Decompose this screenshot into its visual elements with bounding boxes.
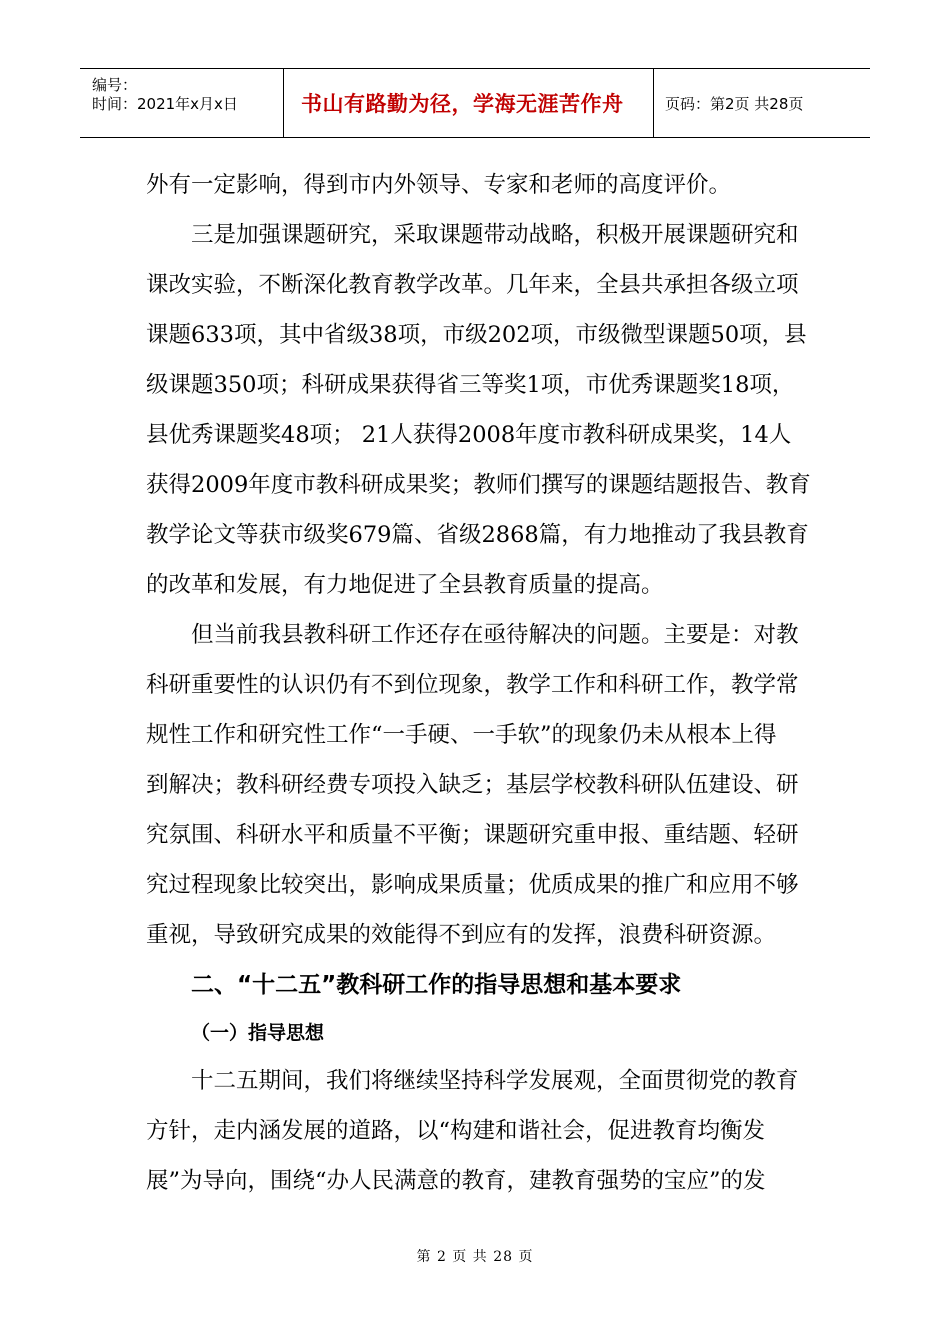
paragraph-line: 方针，走内涵发展的道路，以“构建和谐社会，促进教育均衡发 [146,1118,766,1144]
paragraph-line: 课题633项，其中省级38项，市级202项，市级微型课题50项，县 [146,322,807,348]
paragraph-line: 外有一定影响，得到市内外领导、专家和老师的高度评价。 [146,172,732,198]
paragraph-line: 重视，导致研究成果的效能得不到应有的发挥，浪费科研资源。 [146,922,777,948]
subsection-heading: （一）指导思想 [191,1022,325,1044]
header-meta-cell [80,69,284,137]
paragraph-line: 课改实验，不断深化教育教学改革。几年来，全县共承担各级立项 [146,272,799,298]
header-page-info: 页码：第2页 共28页 [665,94,804,113]
paragraph-line: 科研重要性的认识仍有不到位现象，教学工作和科研工作，教学常 [146,672,799,698]
paragraph-line: 级课题350项；科研成果获得省三等奖1项，市优秀课题奖18项， [146,372,795,398]
page-footer: 第 2 页 共 28 页 [416,1249,534,1265]
paragraph-line: 展”为导向，围绕“办人民满意的教育，建教育强势的宝应”的发 [146,1168,766,1194]
document-body [146,160,811,1206]
paragraph-line: 十二五期间，我们将继续坚持科学发展观，全面贯彻党的教育 [191,1068,799,1094]
page-header [80,68,870,138]
paragraph-line: 究氛围、科研水平和质量不平衡；课题研究重申报、重结题、轻研 [146,822,799,848]
paragraph-line: 三是加强课题研究，采取课题带动战略，积极开展课题研究和 [191,222,799,248]
paragraph-line: 县优秀课题奖48项； 21人获得2008年度市教科研成果奖，14人 [146,422,792,448]
paragraph-line: 到解决；教科研经费专项投入缺乏；基层学校教科研队伍建设、研 [146,772,799,798]
number-label: 编号： [92,76,138,94]
paragraph-line: 规性工作和研究性工作“一手硬、一手软”的现象仍未从根本上得 [146,722,777,748]
paragraph-line: 但当前我县教科研工作还存在亟待解决的问题。主要是：对教 [191,622,799,648]
paragraph-line: 的改革和发展，有力地促进了全县教育质量的提高。 [146,572,664,598]
paragraph-line: 获得2009年度市教科研成果奖；教师们撰写的课题结题报告、教育 [146,472,811,498]
time-label: 时间：2021年x月x日 [92,95,238,113]
header-motto: 书山有路勤为径，学海无涯苦作舟 [284,69,654,137]
section-heading: 二、“十二五”教科研工作的指导思想和基本要求 [191,972,682,998]
paragraph-line: 究过程现象比较突出，影响成果质量；优质成果的推广和应用不够 [146,872,799,898]
paragraph-line: 教学论文等获市级奖679篇、省级2868篇，有力地推动了我县教育 [146,522,809,548]
